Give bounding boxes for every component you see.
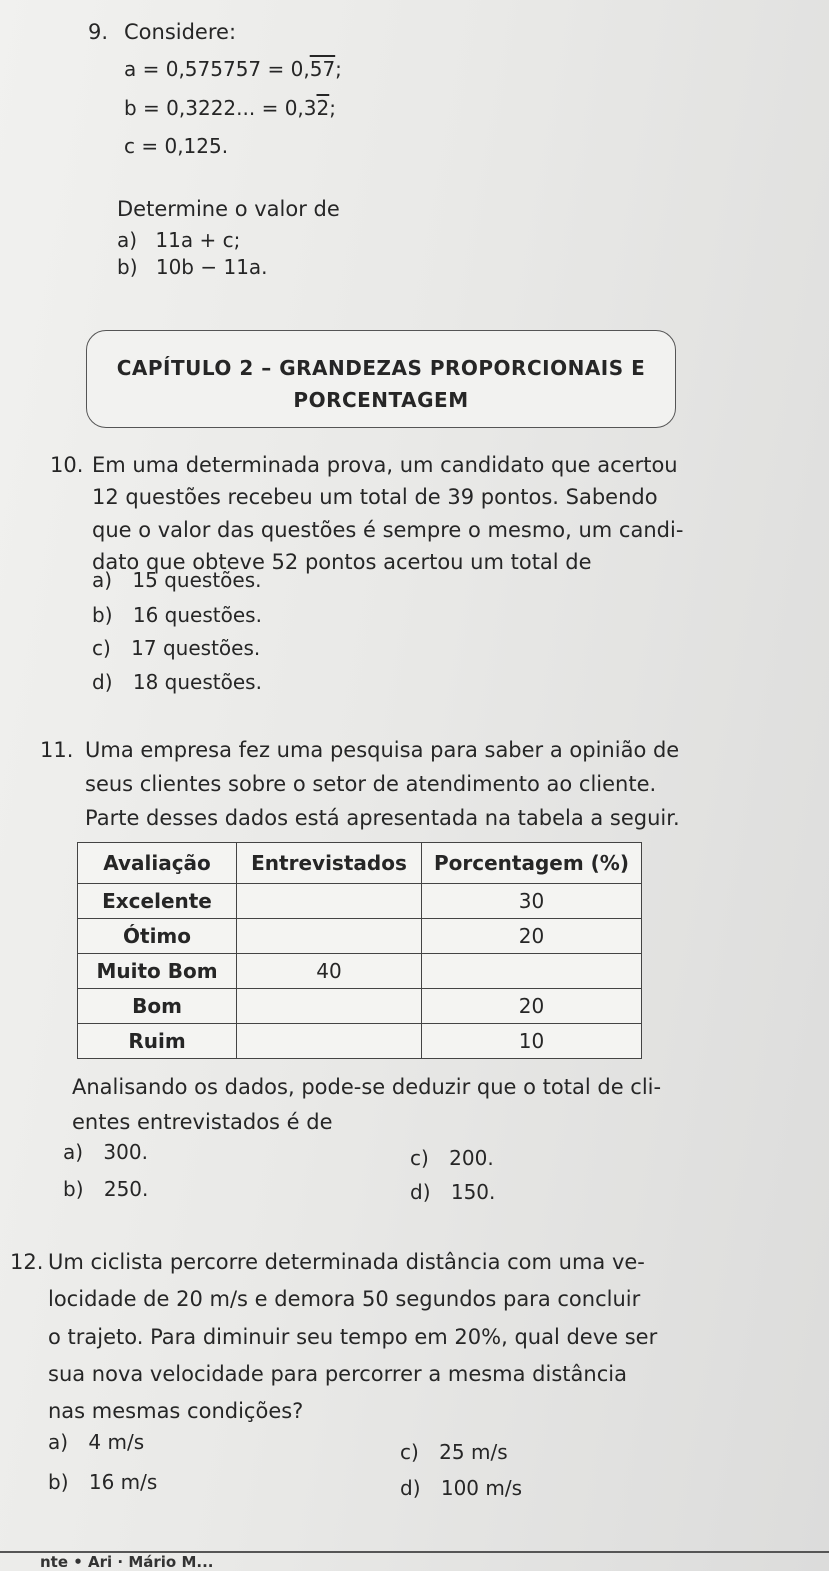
q11-line: Uma empresa fez uma pesquisa para saber a opinião de bbox=[85, 738, 680, 762]
option-letter: c) bbox=[92, 636, 111, 660]
table-row bbox=[78, 919, 642, 954]
q9-intro: Considere: bbox=[124, 20, 237, 44]
chapter-title-line2: PORCENTAGEM bbox=[293, 388, 469, 412]
q11-line: seus clientes sobre o setor de atendimento ao cliente. bbox=[85, 772, 657, 796]
footer-text: nte • Ari · Mário M... bbox=[40, 1553, 214, 1571]
table-cell: Excelente bbox=[78, 884, 237, 919]
table-cell bbox=[422, 954, 642, 989]
q9-b-suffix: ; bbox=[329, 96, 336, 120]
option-letter: b) bbox=[48, 1470, 69, 1494]
q10-option-c bbox=[92, 636, 260, 660]
table-cell: 20 bbox=[422, 989, 642, 1024]
q11-option-b bbox=[63, 1177, 148, 1201]
table-cell: Ruim bbox=[78, 1024, 237, 1059]
q12-option-d bbox=[400, 1476, 522, 1500]
table-cell bbox=[237, 1024, 422, 1059]
q11-data-table bbox=[77, 842, 642, 1059]
q9-b-prefix: b = 0,3222... = 0,3 bbox=[124, 96, 317, 120]
q9-number: 9. bbox=[88, 20, 109, 44]
option-text: 25 m/s bbox=[439, 1440, 508, 1464]
q12-line: sua nova velocidade para percorrer a mesma distância bbox=[48, 1362, 627, 1386]
q9-item-letter: a) bbox=[117, 228, 138, 252]
table-header-row bbox=[78, 843, 642, 884]
q12-line: nas mesmas condições? bbox=[48, 1399, 304, 1423]
table-header: Porcentagem (%) bbox=[422, 843, 642, 884]
q12-option-b bbox=[48, 1470, 157, 1494]
table-cell: 10 bbox=[422, 1024, 642, 1059]
q10-line: 12 questões recebeu um total de 39 pontos. Sabendo bbox=[92, 485, 658, 509]
table-cell: Ótimo bbox=[78, 919, 237, 954]
option-text: 4 m/s bbox=[88, 1430, 145, 1454]
table-row bbox=[78, 989, 642, 1024]
option-letter: d) bbox=[410, 1180, 431, 1204]
option-text: 16 questões. bbox=[132, 603, 262, 627]
table-cell: Bom bbox=[78, 989, 237, 1024]
q9-item-letter: b) bbox=[117, 255, 138, 279]
q12-line: o trajeto. Para diminuir seu tempo em 20%, qual deve ser bbox=[48, 1325, 658, 1349]
table-row bbox=[78, 954, 642, 989]
option-letter: d) bbox=[92, 670, 113, 694]
q10-option-b bbox=[92, 603, 262, 627]
table-cell: 40 bbox=[237, 954, 422, 989]
q9-item-b bbox=[117, 255, 268, 279]
chapter-title-line1: CAPÍTULO 2 – GRANDEZAS PROPORCIONAIS E bbox=[116, 356, 646, 380]
q11-after-line: Analisando os dados, pode-se deduzir que o total de cli- bbox=[72, 1075, 662, 1099]
q11-option-a bbox=[63, 1140, 148, 1164]
option-text: 15 questões. bbox=[132, 568, 262, 592]
q12-number: 12. bbox=[10, 1250, 44, 1274]
q10-option-d bbox=[92, 670, 262, 694]
table-cell bbox=[237, 989, 422, 1024]
q11-after-line: entes entrevistados é de bbox=[72, 1110, 333, 1134]
table-cell: 30 bbox=[422, 884, 642, 919]
option-text: 250. bbox=[103, 1177, 149, 1201]
q10-number: 10. bbox=[50, 453, 84, 477]
option-letter: b) bbox=[92, 603, 113, 627]
option-text: 16 m/s bbox=[88, 1470, 158, 1494]
q9-item-text: 11a + c; bbox=[155, 228, 241, 252]
q9-a-definition bbox=[124, 57, 342, 81]
table-cell: Muito Bom bbox=[78, 954, 237, 989]
option-letter: c) bbox=[410, 1146, 429, 1170]
option-letter: c) bbox=[400, 1440, 419, 1464]
option-letter: a) bbox=[63, 1140, 84, 1164]
q12-line: locidade de 20 m/s e demora 50 segundos para concluir bbox=[48, 1287, 641, 1311]
option-text: 17 questões. bbox=[131, 636, 261, 660]
q9-a-prefix: a = 0,575757 = 0, bbox=[124, 57, 310, 81]
q10-option-a bbox=[92, 568, 261, 592]
option-letter: a) bbox=[92, 568, 113, 592]
option-letter: d) bbox=[400, 1476, 421, 1500]
q9-a-repetend: 57 bbox=[309, 57, 336, 81]
q11-line: Parte desses dados está apresentada na tabela a seguir. bbox=[85, 806, 680, 830]
table-header: Entrevistados bbox=[237, 843, 422, 884]
q11-option-c bbox=[410, 1146, 494, 1170]
q10-line: Em uma determinada prova, um candidato que acertou bbox=[92, 453, 678, 477]
q9-b-repetend: 2 bbox=[316, 96, 330, 120]
q11-number: 11. bbox=[40, 738, 74, 762]
q9-c-definition: c = 0,125. bbox=[124, 134, 229, 158]
table-cell bbox=[237, 884, 422, 919]
option-text: 200. bbox=[449, 1146, 494, 1170]
q9-prompt: Determine o valor de bbox=[117, 197, 340, 221]
option-text: 18 questões. bbox=[132, 670, 262, 694]
q9-item-a bbox=[117, 228, 240, 252]
q10-line: dato que obteve 52 pontos acertou um total de bbox=[92, 550, 592, 574]
q10-line: que o valor das questões é sempre o mesmo, um candi- bbox=[92, 518, 684, 542]
table-row bbox=[78, 884, 642, 919]
q9-a-suffix: ; bbox=[335, 57, 342, 81]
option-text: 100 m/s bbox=[440, 1476, 523, 1500]
option-letter: b) bbox=[63, 1177, 84, 1201]
table-cell bbox=[237, 919, 422, 954]
q12-option-c bbox=[400, 1440, 508, 1464]
q12-option-a bbox=[48, 1430, 144, 1454]
table-cell: 20 bbox=[422, 919, 642, 954]
q9-b-definition bbox=[124, 96, 336, 120]
chapter-title-box bbox=[86, 330, 676, 428]
option-text: 150. bbox=[450, 1180, 496, 1204]
table-header: Avaliação bbox=[78, 843, 237, 884]
q9-item-text: 10b − 11a. bbox=[155, 255, 268, 279]
option-letter: a) bbox=[48, 1430, 69, 1454]
option-text: 300. bbox=[103, 1140, 148, 1164]
q12-line: Um ciclista percorre determinada distância com uma ve- bbox=[48, 1250, 645, 1274]
q11-option-d bbox=[410, 1180, 495, 1204]
table-row bbox=[78, 1024, 642, 1059]
